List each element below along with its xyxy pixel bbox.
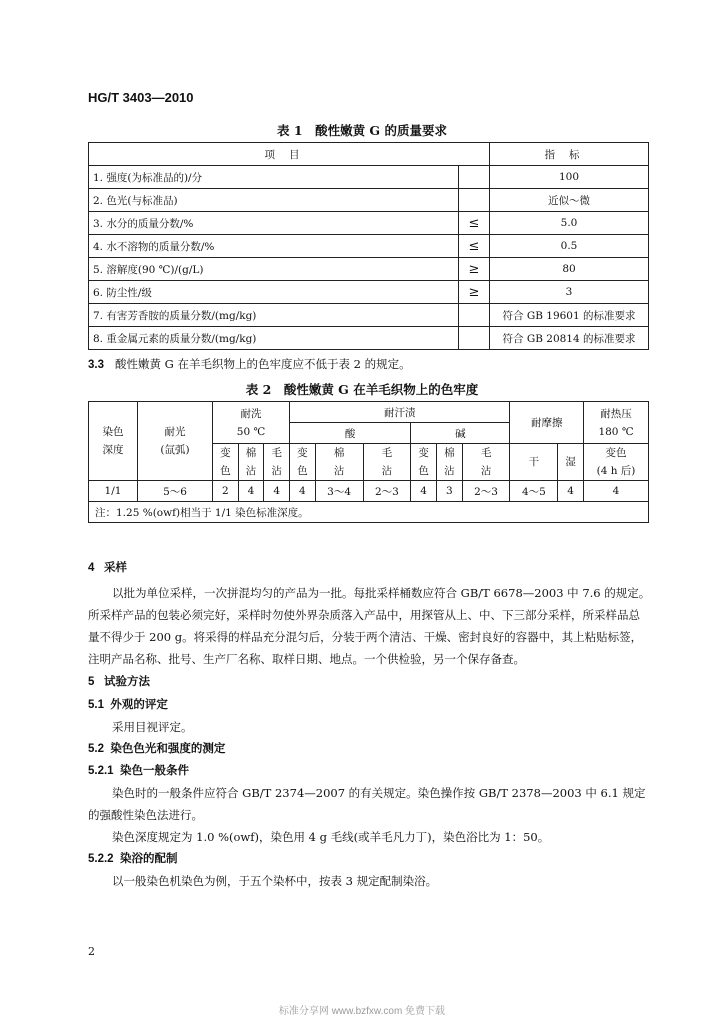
item-cell: 5. 溶解度(90 ℃)/(g/L): [89, 258, 459, 281]
table-cell: 3～4: [315, 481, 363, 502]
table-cell: 2～3: [363, 481, 411, 502]
section-5-2-2-heading: 5.2.2 染浴的配制: [88, 853, 178, 865]
table-row: [89, 327, 649, 350]
table-row: [89, 304, 649, 327]
table-row: [89, 189, 649, 212]
quality-requirements-table: [88, 142, 649, 350]
value-cell: 80: [490, 258, 649, 281]
table-cell: 2～3: [462, 481, 510, 502]
header-alkali: 碱: [411, 423, 510, 444]
table-cell: 4: [411, 481, 437, 502]
header-rub: 耐摩擦: [510, 402, 584, 444]
section-5-1-text: 采用目视评定。: [112, 720, 193, 734]
table-row: [89, 212, 649, 235]
subheader-wash-wool: 毛 沾: [264, 444, 290, 481]
section-5: [88, 672, 651, 892]
section-5-2-heading: 5.2 染色色光和强度的测定: [88, 743, 226, 755]
section-5-2-1-text2: 染色深度规定为 1.0 %(owf)，染色用 4 g 毛线(或羊毛凡力丁)，染色浴比为 1：50。: [112, 830, 550, 844]
table-cell: 4: [238, 481, 264, 502]
value-cell: 100: [490, 166, 649, 189]
subheader-acid-cotton: 棉 沾: [315, 444, 363, 481]
document-code: HG/T 3403—2010: [88, 90, 194, 105]
section-5-1-heading: 5.1 外观的评定: [88, 699, 168, 711]
header-heat: 耐热压 180 ℃: [584, 402, 649, 444]
section-3-3: [88, 354, 411, 375]
table1-title: 表 1 酸性嫩黄 G 的质量要求: [277, 123, 447, 138]
table-row: [89, 258, 649, 281]
section-number: 5: [88, 676, 95, 688]
section-5-2-2-text: 以一般染色机染色为例，于五个染杯中，按表 3 规定配制染浴。: [112, 874, 438, 888]
page-number: 2: [88, 945, 95, 958]
item-cell: 3. 水分的质量分数/%: [89, 212, 459, 235]
header-acid: 酸: [290, 423, 411, 444]
value-cell: 符合 GB 19601 的标准要求: [490, 304, 649, 327]
header-item: 项目: [89, 143, 490, 166]
subheader-rub-dry: 干: [510, 444, 558, 481]
table-row: [89, 166, 649, 189]
value-cell: 近似～微: [490, 189, 649, 212]
item-cell: 6. 防尘性/级: [89, 281, 459, 304]
table-cell: 4: [584, 481, 649, 502]
header-light: 耐光 (氙弧): [138, 402, 213, 481]
subheader-alkali-cotton: 棉 沾: [436, 444, 462, 481]
subheader-wash-cotton: 棉 沾: [238, 444, 264, 481]
section-title: 试验方法: [104, 676, 150, 688]
section-number: 3.3: [88, 359, 104, 371]
operator-cell: ≥: [459, 281, 490, 304]
subheader-wash-change: 变 色: [213, 444, 239, 481]
value-cell: 符合 GB 20814 的标准要求: [490, 327, 649, 350]
operator-cell: ≤: [459, 235, 490, 258]
subheader-alkali-wool: 毛 沾: [462, 444, 510, 481]
table-cell: 1/1: [89, 481, 138, 502]
table-cell: 4: [264, 481, 290, 502]
section-title: 采样: [104, 562, 127, 574]
subheader-alkali-change: 变 色: [411, 444, 437, 481]
operator-cell: [459, 327, 490, 350]
operator-cell: [459, 189, 490, 212]
table-note: 注：1.25 %(owf)相当于 1/1 染色标准深度。: [89, 502, 649, 523]
item-cell: 8. 重金属元素的质量分数/(mg/kg): [89, 327, 459, 350]
subheader-acid-wool: 毛 沾: [363, 444, 411, 481]
table-cell: 4: [558, 481, 584, 502]
table-cell: 5～6: [138, 481, 213, 502]
table-header-row: [89, 143, 649, 166]
item-cell: 2. 色光(与标准品): [89, 189, 459, 212]
table-cell: 2: [213, 481, 239, 502]
subheader-acid-change: 变 色: [290, 444, 316, 481]
operator-cell: [459, 304, 490, 327]
value-cell: 0.5: [490, 235, 649, 258]
header-sweat: 耐汗渍: [290, 402, 510, 423]
item-cell: 1. 强度(为标准品的)/分: [89, 166, 459, 189]
section-number: 4: [88, 562, 95, 574]
section-5-2-1-heading: 5.2.1 染色一般条件: [88, 765, 189, 777]
header-target: 指标: [490, 143, 649, 166]
value-cell: 3: [490, 281, 649, 304]
section-text: 酸性嫩黄 G 在羊毛织物上的色牢度应不低于表 2 的规定。: [114, 357, 411, 371]
subheader-heat-change: 变色 (4 h 后): [584, 444, 649, 481]
table2-title: 表 2 酸性嫩黄 G 在羊毛织物上的色牢度: [245, 382, 479, 397]
operator-cell: [459, 166, 490, 189]
value-cell: 5.0: [490, 212, 649, 235]
table-row: [89, 481, 649, 502]
operator-cell: ≥: [459, 258, 490, 281]
section-heading: [88, 558, 651, 578]
table-cell: 3: [436, 481, 462, 502]
table-row: [89, 235, 649, 258]
table-cell: 4: [290, 481, 316, 502]
header-wash: 耐洗 50 ℃: [213, 402, 290, 444]
header-depth: 染色 深度: [89, 402, 138, 481]
watermark: 标准分享网 www.bzfxw.com 免费下载: [278, 1006, 446, 1017]
section-4: [88, 558, 651, 670]
item-cell: 4. 水不溶物的质量分数/%: [89, 235, 459, 258]
color-fastness-table: [88, 401, 649, 523]
section-5-2-1-text1: 染色时的一般条件应符合 GB/T 2374—2007 的有关规定。染色操作按 GB/T 2378—2003 中 6.1 规定的强酸性染色法进行。: [88, 786, 646, 822]
subheader-rub-wet: 湿: [558, 444, 584, 481]
table-row: [89, 281, 649, 304]
item-cell: 7. 有害芳香胺的质量分数/(mg/kg): [89, 304, 459, 327]
table-cell: 4～5: [510, 481, 558, 502]
section-text: 以批为单位采样，一次拼混均匀的产品为一批。每批采样桶数应符合 GB/T 6678—2003 中 7.6 的规定。所采样产品的包装必须完好，采样时勿使外界杂质落入产品中，用探管从上、中、下三部分采样，所采样品总量不得少于 200 g。将采得的样品充分混匀后，分装于两个清洁、干燥、密封良好的容器中，其上粘贴标签，注明产品名称、批号、生产厂名称、取样日期、地点。一个供检验，另一个保存备查。: [88, 586, 651, 666]
operator-cell: ≤: [459, 212, 490, 235]
